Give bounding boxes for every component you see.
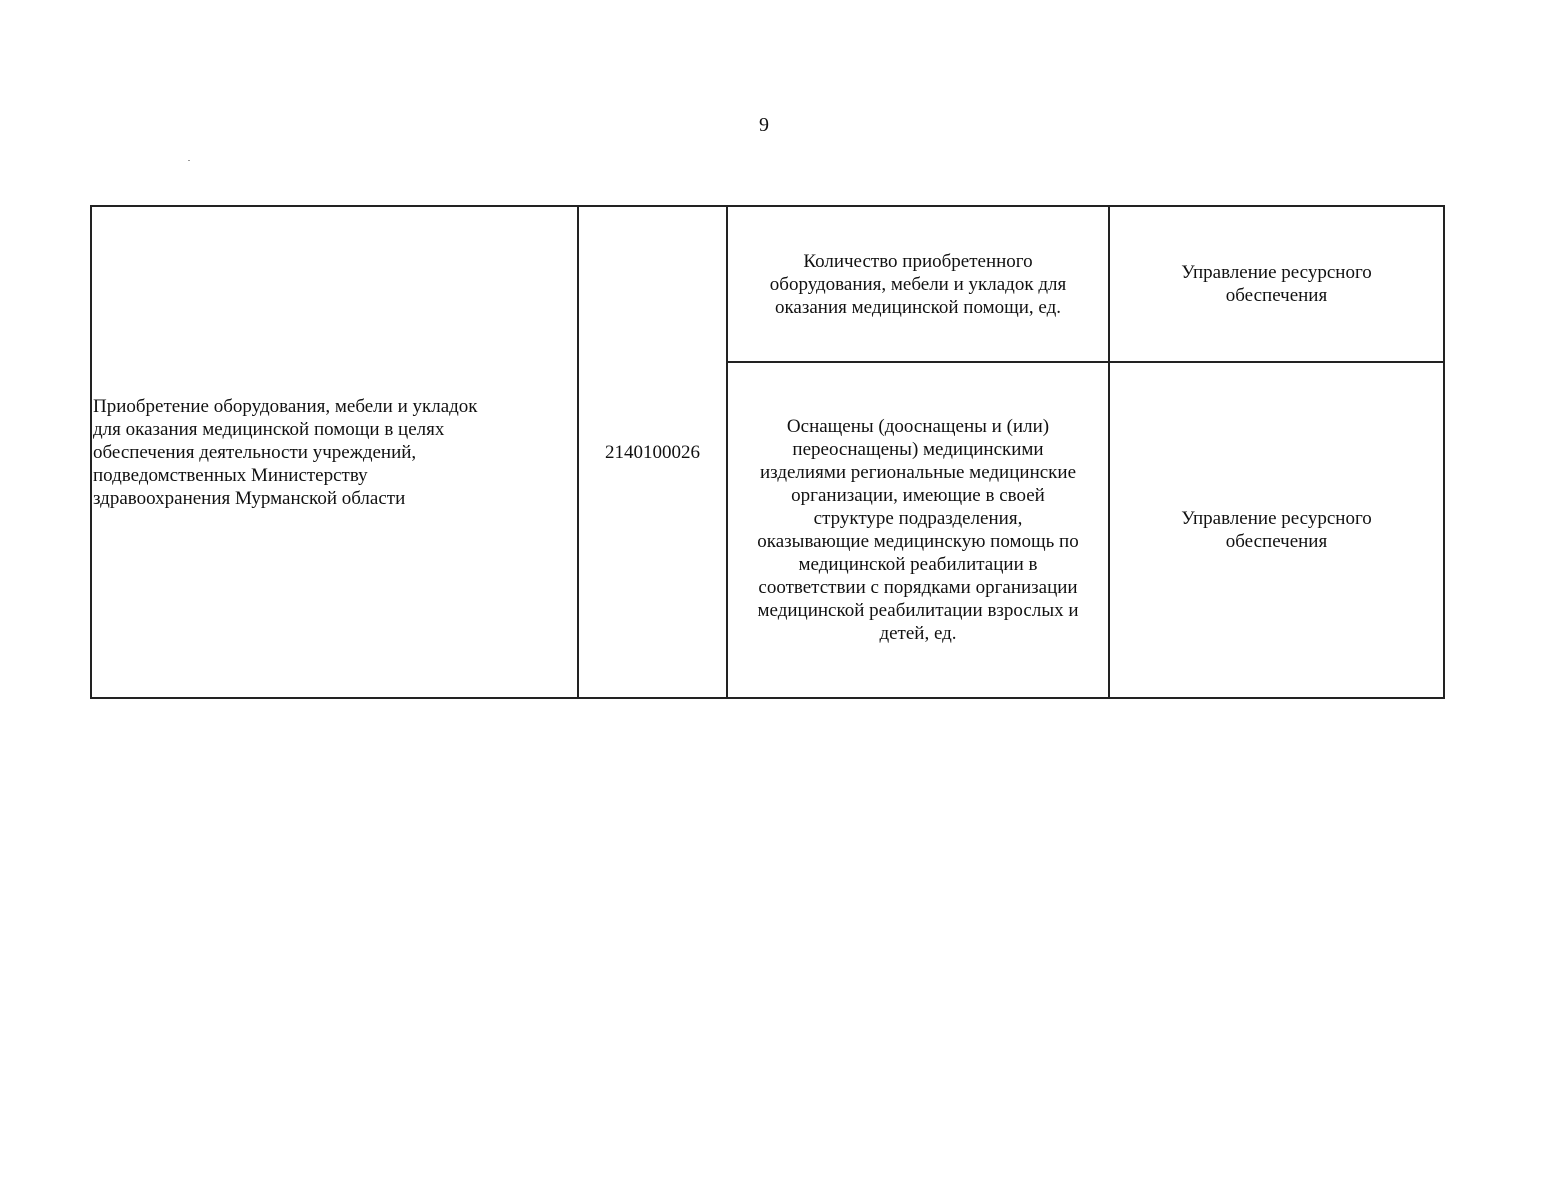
responsible-text: Управление ресурсного обеспечения [1181,262,1372,306]
indicator-cell [727,206,1109,362]
indicator-cell [727,362,1109,698]
activity-cell [91,206,578,698]
page-number: 9 [759,114,769,136]
responsible-cell [1109,362,1444,698]
budget-code: 2140100026 [605,441,700,463]
responsible-text: Управление ресурсного обеспечения [1181,508,1372,552]
program-activities-table [90,205,1445,699]
table-row [91,206,1444,362]
code-cell [578,206,727,698]
scan-speck [188,160,190,161]
responsible-cell [1109,206,1444,362]
indicator-text: Оснащены (дооснащены и (или) переоснащены) медицинскими изделиями региональные медицинские организации, имеющие в своей структуре подразделения, оказывающие медицинскую помощь по медицинской реабилитации в соответствии с порядками организации медицинской реабилитации взрослых и детей, ед. [757,416,1079,644]
indicator-text: Количество приобретенного оборудования, мебели и укладок для оказания медицинской помощи, ед. [769,250,1067,318]
activity-name: Приобретение оборудования, мебели и укладок для оказания медицинской помощи в целях обеспечения деятельности учреждений, подведомственных Министерству здравоохранения Мурманской области [93,395,478,509]
